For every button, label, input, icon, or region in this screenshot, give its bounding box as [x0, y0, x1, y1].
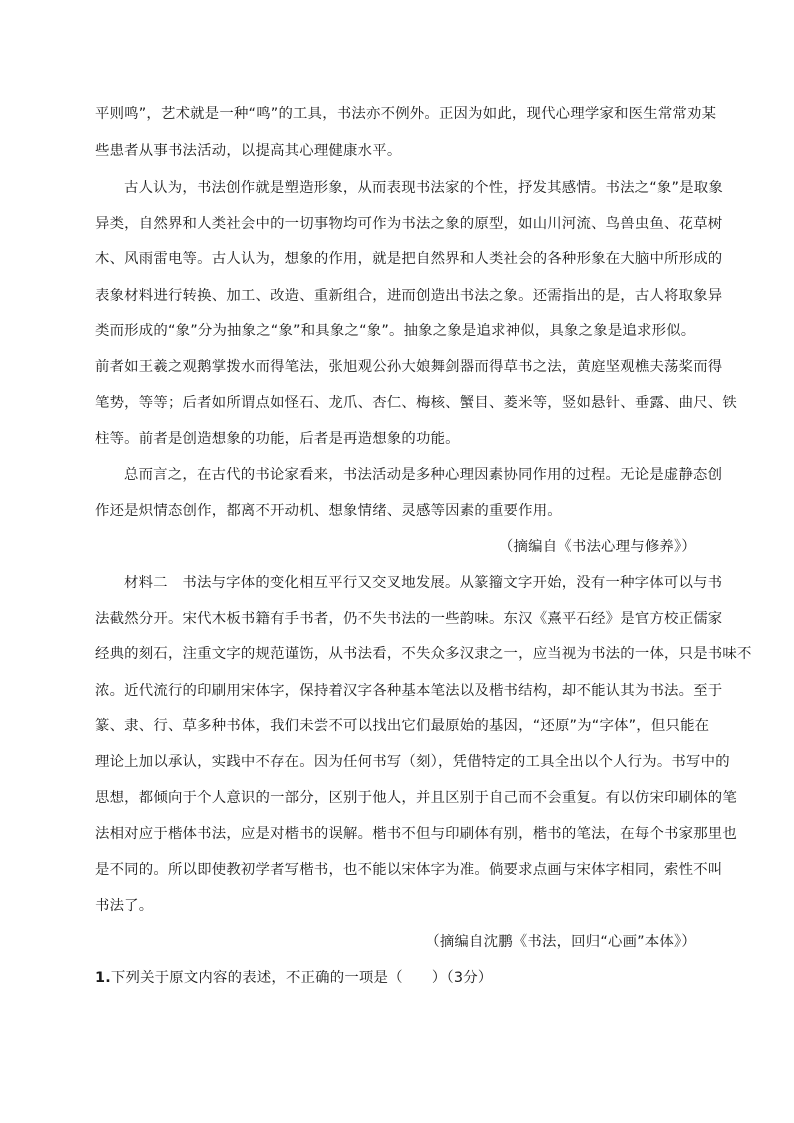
text-line: 经典的刻石，注重文字的规范谨饬，从书法看，不失众多汉隶之一，应当视为书法的一体，只是书味不 — [95, 646, 752, 662]
text-line: 表象材料进行转换、加工、改造、重新组合，进而创造出书法之象。还需指出的是，古人将取象异 — [95, 288, 723, 304]
text-line: 木、风雨雷电等。古人认为，想象的作用，就是把自然界和人类社会的各种形象在大脑中所形成的 — [95, 251, 723, 267]
text-line: 前者如王羲之观鹅掌拨水而得笔法，张旭观公孙大娘舞剑器而得草书之法，黄庭坚观樵夫荡桨而得 — [95, 359, 723, 375]
text-line: 材料二 书法与字体的变化相互平行又交叉地发展。从篆籀文字开始，没有一种字体可以与书 — [124, 575, 723, 591]
text-line: 总而言之，在古代的书论家看来，书法活动是多种心理因素协同作用的过程。无论是虚静态创 — [124, 467, 723, 483]
source-citation: （摘编自《书法心理与修养》） — [498, 539, 696, 555]
text-line: 异类，自然界和人类社会中的一切事物均可作为书法之象的原型，如山川河流、鸟兽虫鱼、花草树 — [95, 216, 723, 232]
text-line: 法截然分开。宋代木板书籍有手书者，仍不失书法的一些韵味。东汉《熹平石经》是官方校正儒家 — [95, 611, 723, 627]
text-line: 篆、隶、行、草多种书体，我们未尝不可以找出它们最原始的基因，“还原”为“字体”，但只能在 — [95, 718, 710, 734]
text-line: 书法了。 — [95, 898, 154, 914]
text-line: 笔势，等等；后者如所谓点如怪石、龙爪、杏仁、梅核、蟹目、菱米等，竖如悬针、垂露、曲尺、铁 — [95, 395, 737, 411]
text-line: 是不同的。所以即使教初学者写楷书，也不能以宋体字为准。倘要求点画与宋体字相同，索性不叫 — [95, 862, 723, 878]
text-line: 古人认为，书法创作就是塑造形象，从而表现书法家的个性，抒发其感情。书法之“象”是取象 — [124, 180, 723, 196]
text-line: 理论上加以承认，实践中不存在。因为任何书写（刻），凭借特定的工具全出以个人行为。书写中的 — [95, 754, 730, 770]
text-line: 作还是炽情态创作，都离不开动机、想象情绪、灵感等因素的重要作用。 — [95, 503, 562, 519]
text-line: 思想，都倾向于个人意识的一部分，区别于他人，并且区别于自己而不会重复。有以仿宋印刷体的笔 — [95, 790, 737, 806]
question-text: 下列关于原文内容的表述，不正确的一项是（ ）（3分） — [110, 970, 493, 986]
text-line: 浓。近代流行的印刷用宋体字，保持着汉字各种基本笔法以及楷书结构，却不能认其为书法。至于 — [95, 683, 723, 699]
text-line: 平则鸣”，艺术就是一种“鸣”的工具，书法亦不例外。正因为如此，现代心理学家和医生常常劝某 — [95, 106, 717, 122]
text-line: 些患者从事书法活动，以提高其心理健康水平。 — [95, 143, 402, 159]
text-line: 法相对应于楷体书法，应是对楷书的误解。楷书不但与印刷体有别，楷书的笔法，在每个书家那里也 — [95, 826, 737, 842]
source-citation: （摘编自沈鹏《书法，回归“心画”本体》） — [425, 934, 696, 950]
text-line: 类而形成的“象”分为抽象之“象”和具象之“象”。抽象之象是追求神似，具象之象是追求形似。 — [95, 323, 696, 339]
text-line: 柱等。前者是创造想象的功能，后者是再造想象的功能。 — [95, 431, 460, 447]
question-number: 1. — [95, 970, 111, 986]
question-1 — [95, 968, 695, 988]
